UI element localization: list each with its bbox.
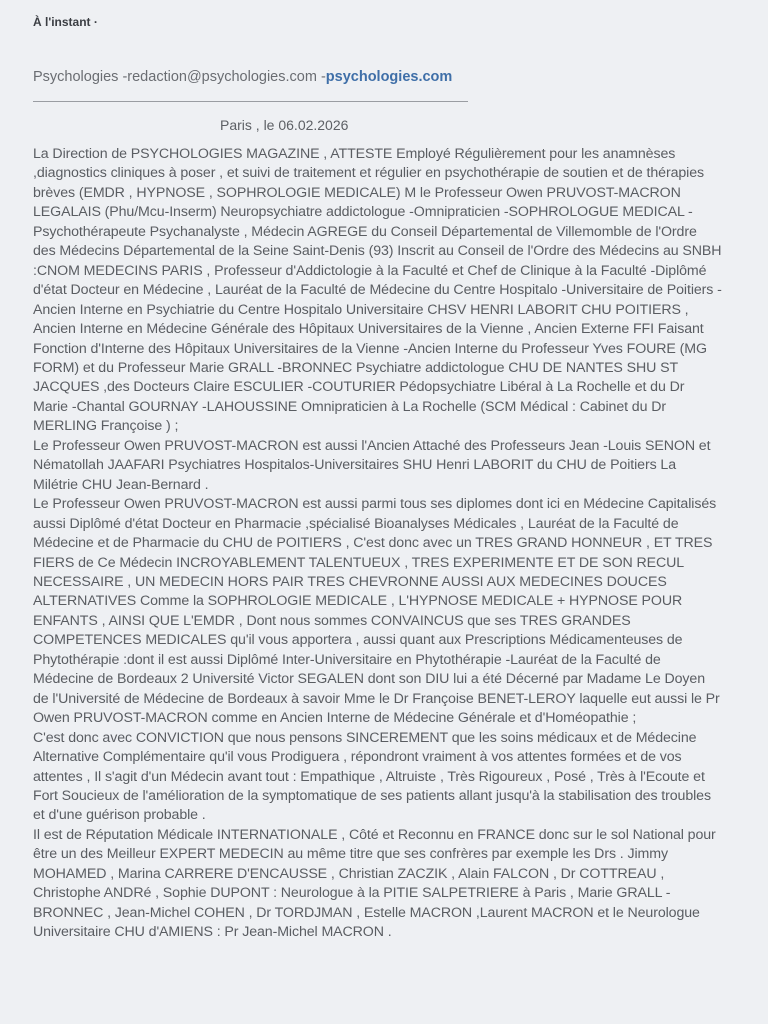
letter-paragraph: C'est donc avec CONVICTION que nous pensons SINCEREMENT que les soins médicaux et de Médecine Alternative Complémentaire qu'il vous Prodiguera , répondront vraiment à vos attentes formées et de vos attentes , Il s'agit d'un Médecin avant tout : Empathique , Altruiste , Très Rigoureux , Posé , Très à l'Ecoute et Fort Soucieux de l'amélioration de la symptomatique de ses patients allant jusqu'à la stabilisation des troubles et d'une guérison probable . xyxy=(33,729,711,824)
letter-paragraph: Il est de Réputation Médicale INTERNATIONALE , Côté et Reconnu en FRANCE donc sur le sol National pour être un des Meilleur EXPERT MEDECIN au même titre que ses confrères par exemple les Drs . Jimmy MOHAMED , Marina CARRERE D'ENCAUSSE , Christian ZACZIK , Alain FALCON , Dr COTTREAU , Christophe ANDRé , Sophie DUPONT : Neurologue à la PITIE SALPETRIERE à Paris , Marie GRALL -BRONNEC , Jean-Michel COHEN , Dr TORDJMAN , Estelle MACRON ,Laurent MACRON et le Neurologue Universitaire CHU d'AMIENS : Pr Jean-Michel MACRON . xyxy=(33,826,716,941)
letter-paragraph: La Direction de PSYCHOLOGIES MAGAZINE , ATTESTE Employé Régulièrement pour les anamnèses ,diagnostics cliniques à poser , et suivi de traitement et régulier en psychothérapie de soutien et de thérapies brèves (EMDR , HYPNOSE , SOPHROLOGIE MEDICALE) M le Professeur Owen PRUVOST-MACRON LEGALAIS (Phu/Mcu-Inserm) Neuropsychiatre addictologue -Omnipraticien -SOPHROLOGUE MEDICAL -Psychothérapeute Psychanalyste , Médecin AGREGE du Conseil Départemental de Villemomble de l'Ordre des Médecins Départemental de la Seine Saint-Denis (93) Inscrit au Conseil de l'Ordre des Médecins au SNBH :CNOM MEDECINS PARIS , Professeur d'Addictologie à la Faculté et Chef de Clinique à la Faculté -Diplômé d'état Docteur en Médecine , Lauréat de la Faculté de Médecine du Centre Hospitalo -Universitaire de Poitiers -Ancien Interne en Psychiatrie du Centre Hospitalo Universitaire CHSV HENRI LABORIT CHU POITIERS , Ancien Interne en Médecine Générale des Hôpitaux Universitaires de la Vienne , Ancien Externe FFI Faisant Fonction d'Interne des Hôpitaux Universitaires de la Vienne -Ancien Interne du Professeur Yves FOURE (MG FORM) et du Professeur Marie GRALL -BRONNEC Psychiatre addictologue CHU DE NANTES SHU ST JACQUES ,des Docteurs Claire ESCULIER -COUTURIER Pédopsychiatre Libéral à La Rochelle et du Dr Marie -Chantal GOURNAY -LAHOUSSINE Omnipraticien à La Rochelle (SCM Médical : Cabinet du Dr MERLING Françoise ) ; xyxy=(33,146,722,435)
sender-address: Psychologies -redaction@psychologies.com - xyxy=(33,69,326,85)
sender-line xyxy=(33,69,452,85)
letter-body xyxy=(33,145,723,943)
message-timestamp: À l'instant · xyxy=(33,15,98,29)
sender-website-link[interactable]: psychologies.com xyxy=(325,69,453,85)
letter-paragraph: Le Professeur Owen PRUVOST-MACRON est aussi l'Ancien Attaché des Professeurs Jean -Louis SENON et Nématollah JAAFARI Psychiatres Hospitalos-Universitaires SHU Henri LABORIT du CHU de Poitiers La Milétrie CHU Jean-Bernard . xyxy=(33,437,711,493)
letter-paragraph: Le Professeur Owen PRUVOST-MACRON est aussi parmi tous ses diplomes dont ici en Médecine Capitalisés aussi Diplômé d'état Docteur en Pharmacie ,spécialisé Bioanalyses Médicales , Lauréat de la Faculté de Médecine et de Pharmacie du CHU de POITIERS , C'est donc avec un TRES GRAND HONNEUR , ET TRES FIERS de Ce Médecin INCROYABLEMENT TALENTUEUX , TRES EXPERIMENTE ET DE SON RECUL NECESSAIRE , UN MEDECIN HORS PAIR TRES CHEVRONNE AUSSI AUX MEDECINES DOUCES ALTERNATIVES Comme la SOPHROLOGIE MEDICALE , L'HYPNOSE MEDICALE + HYPNOSE POUR ENFANTS , AINSI QUE L'EMDR , Dont nous sommes CONVAINCUS que ses TRES GRANDES COMPETENCES MEDICALES qu'il vous apportera , aussi quant aux Prescriptions Médicamenteuses de Phytothérapie :dont il est aussi Diplômé Inter-Universitaire en Phytothérapie -Lauréat de la Faculté de Médecine de Bordeaux 2 Université Victor SEGALEN dont son DIU lui a été Décerné par Madame Le Doyen de l'Université de Médecine de Bordeaux à savoir Mme le Dr Françoise BENET-LEROY laquelle eut aussi le Pr Owen PRUVOST-MACRON comme en Ancien Interne de Médecine Générale et d'Homéopathie ; xyxy=(33,496,720,727)
letter-date: Paris , le 06.02.2026 xyxy=(220,117,349,133)
header-divider xyxy=(33,101,468,102)
